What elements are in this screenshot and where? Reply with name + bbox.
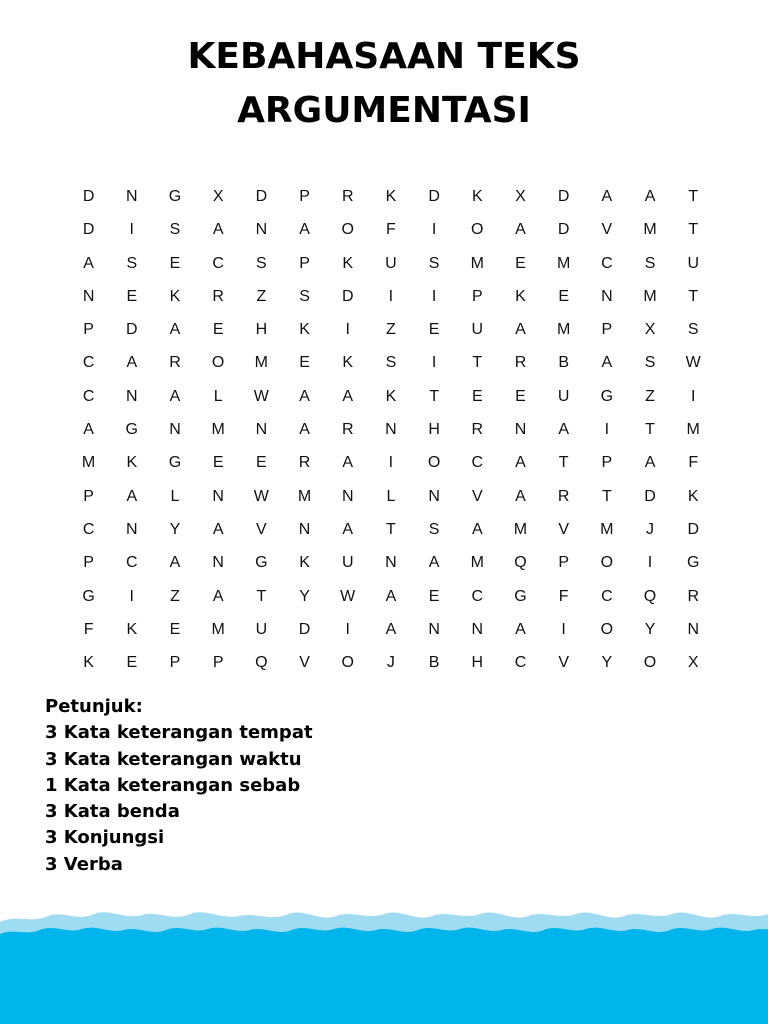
grid-letter: Y: [644, 620, 656, 638]
grid-letter: N: [212, 487, 224, 505]
grid-letter: V: [471, 487, 483, 505]
grid-letter: G: [514, 587, 527, 605]
grid-letter: M: [556, 321, 571, 339]
grid-letter: E: [428, 321, 440, 339]
grid-letter: J: [646, 520, 655, 538]
grid-letter: D: [644, 487, 656, 505]
grid-letter: D: [557, 221, 570, 239]
grid-letter: M: [556, 254, 571, 272]
grid-letter: W: [253, 387, 269, 405]
grid-letter: A: [558, 421, 569, 439]
grid-letter: A: [428, 554, 440, 572]
grid-letter: M: [686, 421, 700, 439]
grid-letter: P: [471, 287, 483, 305]
grid-letter: Z: [256, 287, 267, 305]
grid-letter: S: [256, 254, 267, 272]
grid-letter: M: [513, 520, 528, 538]
grid-letter: I: [345, 321, 350, 339]
grid-letter: X: [212, 188, 224, 205]
grid-letter: C: [82, 354, 95, 372]
grid-letter: Y: [169, 520, 181, 538]
grid-letter: I: [129, 221, 134, 239]
grid-letter: X: [515, 188, 526, 205]
grid-letter: U: [385, 254, 397, 272]
grid-letter: U: [255, 620, 268, 638]
grid-letter: S: [687, 321, 699, 339]
grid-letter: Q: [514, 554, 527, 572]
grid-letter: U: [687, 254, 699, 272]
grid-letter: N: [212, 554, 224, 572]
grid-letter: N: [385, 421, 397, 439]
grid-letter: N: [255, 421, 268, 439]
grid-letter: A: [212, 520, 224, 538]
grid-letter: M: [643, 287, 657, 305]
grid-letter: N: [298, 520, 311, 538]
grid-letter: Z: [645, 387, 655, 405]
grid-letter: A: [299, 421, 310, 439]
grid-letter: J: [386, 654, 395, 672]
grid-letter: A: [299, 387, 310, 405]
grid-letter: K: [342, 354, 354, 372]
grid-letter: O: [471, 221, 484, 239]
grid-letter: B: [558, 354, 569, 372]
grid-letter: N: [169, 421, 181, 439]
grid-letter: U: [471, 321, 484, 339]
grid-letter: P: [83, 487, 94, 505]
grid-letter: X: [644, 321, 656, 339]
grid-letter: N: [82, 287, 95, 305]
grid-letter: F: [386, 221, 396, 239]
hint-item: 1 Kata keterangan sebab: [45, 774, 301, 796]
grid-letter: C: [471, 454, 484, 472]
hint-item: 3 Kata benda: [45, 801, 180, 823]
grid-letter: V: [558, 520, 569, 538]
grid-letter: D: [557, 188, 570, 205]
grid-letter: R: [169, 354, 181, 372]
grid-letter: A: [169, 387, 181, 405]
grid-letter: K: [342, 254, 354, 272]
grid-letter: V: [299, 654, 310, 672]
grid-letter: G: [600, 387, 614, 405]
grid-letter: Q: [255, 654, 268, 672]
grid-letter: C: [514, 654, 527, 672]
grid-letter: R: [212, 287, 224, 305]
grid-letter: L: [213, 387, 223, 405]
grid-letter: E: [169, 620, 181, 638]
grid-letter: E: [471, 387, 483, 405]
grid-letter: O: [211, 354, 225, 372]
hint-item: 3 Konjungsi: [45, 827, 165, 849]
grid-letter: T: [429, 387, 439, 405]
grid-letter: K: [83, 654, 94, 672]
grid-letter: W: [685, 354, 701, 372]
grid-letter: Z: [386, 321, 396, 339]
grid-letter: T: [386, 520, 396, 538]
grid-letter: S: [644, 254, 656, 272]
grid-letter: R: [557, 487, 570, 505]
grid-letter: M: [211, 421, 225, 439]
grid-letter: E: [126, 654, 138, 672]
grid-letter: R: [471, 421, 484, 439]
grid-letter: R: [341, 421, 354, 439]
grid-letter: T: [645, 421, 655, 439]
grid-letter: T: [256, 587, 267, 605]
grid-letter: O: [341, 221, 354, 239]
grid-letter: D: [341, 287, 354, 305]
grid-letter: G: [168, 188, 182, 205]
grid-letter: D: [82, 188, 95, 205]
grid-letter: O: [600, 620, 614, 638]
grid-letter: P: [83, 554, 94, 572]
grid-letter: C: [82, 520, 95, 538]
grid-letter: I: [431, 221, 437, 239]
grid-letter: L: [386, 487, 396, 505]
grid-letter: S: [126, 254, 138, 272]
grid-letter: I: [129, 587, 134, 605]
grid-letter: K: [126, 620, 138, 638]
grid-letter: Q: [643, 587, 657, 605]
grid-letter: A: [342, 387, 354, 405]
grid-letter: A: [471, 520, 483, 538]
grid-letter: S: [299, 287, 310, 305]
grid-letter: V: [601, 221, 613, 239]
grid-letter: I: [388, 454, 394, 472]
grid-letter: M: [211, 620, 225, 638]
grid-letter: U: [557, 387, 570, 405]
grid-letter: E: [558, 287, 569, 305]
grid-letter: P: [299, 254, 310, 272]
grid-letter: G: [686, 554, 700, 572]
hints-section: [45, 694, 313, 878]
grid-letter: K: [126, 454, 138, 472]
grid-letter: A: [644, 188, 656, 205]
grid-letter: A: [126, 487, 138, 505]
grid-letter: E: [212, 454, 224, 472]
grid-letter: I: [345, 620, 350, 638]
grid-letter: G: [168, 454, 182, 472]
grid-letter: K: [299, 321, 310, 339]
grid-letter: A: [644, 454, 656, 472]
grid-letter: E: [169, 254, 181, 272]
grid-letter: T: [688, 188, 699, 205]
grid-letter: P: [212, 654, 224, 672]
grid-letter: I: [431, 287, 437, 305]
grid-letter: I: [604, 421, 610, 439]
grid-letter: W: [253, 487, 269, 505]
grid-letter: H: [471, 654, 484, 672]
grid-letter: N: [341, 487, 354, 505]
grid-letter: N: [126, 520, 138, 538]
grid-letter: N: [514, 421, 527, 439]
grid-letter: F: [558, 587, 569, 605]
grid-letter: Y: [299, 587, 310, 605]
grid-letter: M: [254, 354, 268, 372]
grid-letter: A: [515, 620, 526, 638]
grid-letter: F: [688, 454, 699, 472]
title-line-2: ARGUMENTASI: [237, 90, 531, 131]
grid-letter: A: [83, 421, 94, 439]
grid-letter: E: [256, 454, 267, 472]
grid-letter: A: [385, 587, 397, 605]
grid-letter: B: [428, 654, 440, 672]
grid-letter: P: [601, 321, 613, 339]
grid-letter: R: [514, 354, 527, 372]
grid-letter: E: [212, 321, 224, 339]
grid-letter: K: [385, 188, 397, 205]
grid-letter: D: [255, 188, 268, 205]
grid-letter: T: [688, 221, 699, 239]
grid-letter: V: [558, 654, 569, 672]
grid-letter: S: [385, 354, 397, 372]
grid-letter: N: [126, 387, 138, 405]
grid-letter: A: [342, 520, 354, 538]
grid-letter: G: [82, 587, 95, 605]
grid-letter: L: [170, 487, 180, 505]
grid-letter: C: [471, 587, 484, 605]
grid-letter: S: [428, 254, 440, 272]
grid-letter: Y: [601, 654, 613, 672]
grid-letter: N: [255, 221, 268, 239]
grid-letter: K: [385, 387, 397, 405]
grid-letter: A: [83, 254, 94, 272]
grid-letter: H: [428, 421, 440, 439]
grid-letter: N: [385, 554, 397, 572]
grid-letter: K: [169, 287, 181, 305]
grid-letter: P: [299, 188, 310, 205]
grid-letter: O: [643, 654, 657, 672]
grid-letter: T: [558, 454, 569, 472]
hints-heading: Petunjuk:: [45, 696, 143, 717]
wave-water: [0, 928, 768, 1024]
grid-letter: N: [471, 620, 484, 638]
grid-letter: D: [298, 620, 311, 638]
grid-letter: M: [470, 554, 484, 572]
grid-letter: M: [600, 520, 614, 538]
grid-letter: E: [299, 354, 310, 372]
grid-letter: R: [341, 188, 354, 205]
grid-letter: I: [561, 620, 566, 638]
grid-letter: O: [341, 654, 354, 672]
grid-letter: V: [256, 520, 267, 538]
water-wave-decoration: [0, 900, 768, 1024]
title-line-1: KEBAHASAAN TEKS: [187, 36, 581, 77]
grid-letter: S: [644, 354, 656, 372]
grid-letter: N: [428, 620, 440, 638]
grid-letter: O: [600, 554, 614, 572]
grid-letter: K: [471, 188, 483, 205]
grid-letter: T: [472, 354, 483, 372]
grid-letter: D: [428, 188, 440, 205]
grid-letter: W: [340, 587, 356, 605]
grid-letter: D: [82, 221, 95, 239]
grid-letter: A: [385, 620, 397, 638]
grid-letter: C: [601, 587, 613, 605]
grid-letter: C: [126, 554, 138, 572]
grid-letter: O: [427, 454, 441, 472]
grid-letter: A: [299, 221, 310, 239]
grid-letter: A: [601, 354, 613, 372]
grid-letter: A: [342, 454, 354, 472]
grid-letter: T: [688, 287, 699, 305]
grid-letter: A: [515, 487, 526, 505]
grid-letter: T: [601, 487, 612, 505]
grid-letter: M: [297, 487, 312, 505]
grid-letter: S: [169, 221, 181, 239]
grid-letter: N: [428, 487, 440, 505]
grid-letter: C: [82, 387, 95, 405]
grid-letter: I: [647, 554, 653, 572]
grid-letter: I: [431, 354, 437, 372]
grid-letter: K: [515, 287, 526, 305]
grid-letter: A: [126, 354, 138, 372]
grid-letter: A: [212, 221, 224, 239]
grid-letter: S: [428, 520, 440, 538]
grid-letter: M: [81, 454, 96, 472]
grid-letter: E: [428, 587, 440, 605]
page-title: [0, 30, 768, 138]
grid-letter: P: [169, 654, 181, 672]
grid-letter: U: [341, 554, 354, 572]
grid-letter: F: [83, 620, 94, 638]
grid-letter: D: [126, 321, 138, 339]
grid-letter: R: [687, 587, 699, 605]
grid-letter: Z: [170, 587, 180, 605]
grid-letter: A: [515, 221, 526, 239]
grid-letter: P: [601, 454, 613, 472]
grid-letter: E: [515, 387, 526, 405]
grid-letter: C: [212, 254, 224, 272]
grid-letter: M: [643, 221, 657, 239]
grid-letter: I: [690, 387, 696, 405]
grid-letter: D: [687, 520, 699, 538]
grid-letter: C: [601, 254, 613, 272]
grid-letter: E: [126, 287, 138, 305]
grid-letter: K: [299, 554, 310, 572]
grid-letter: A: [169, 554, 181, 572]
grid-letter: R: [298, 454, 311, 472]
grid-letter: H: [255, 321, 268, 339]
grid-letter: M: [470, 254, 484, 272]
grid-letter: G: [125, 421, 138, 439]
grid-letter: A: [515, 454, 526, 472]
grid-letter: N: [601, 287, 613, 305]
grid-letter: A: [212, 587, 224, 605]
grid-letter: X: [687, 654, 699, 672]
grid-letter: G: [255, 554, 268, 572]
hint-item: 3 Verba: [45, 853, 123, 875]
grid-letter: I: [388, 287, 394, 305]
grid-letter: E: [515, 254, 526, 272]
grid-letter: A: [169, 321, 181, 339]
grid-letter: K: [687, 487, 699, 505]
word-search-grid: [67, 180, 715, 679]
grid-letter: A: [515, 321, 526, 339]
grid-letter: P: [558, 554, 569, 572]
grid-letter: P: [83, 321, 94, 339]
hint-item: 3 Kata keterangan tempat: [45, 722, 313, 744]
grid-letter: N: [126, 188, 138, 205]
hint-item: 3 Kata keterangan waktu: [45, 748, 302, 770]
grid-letter: A: [601, 188, 613, 205]
grid-letter: N: [687, 620, 699, 638]
